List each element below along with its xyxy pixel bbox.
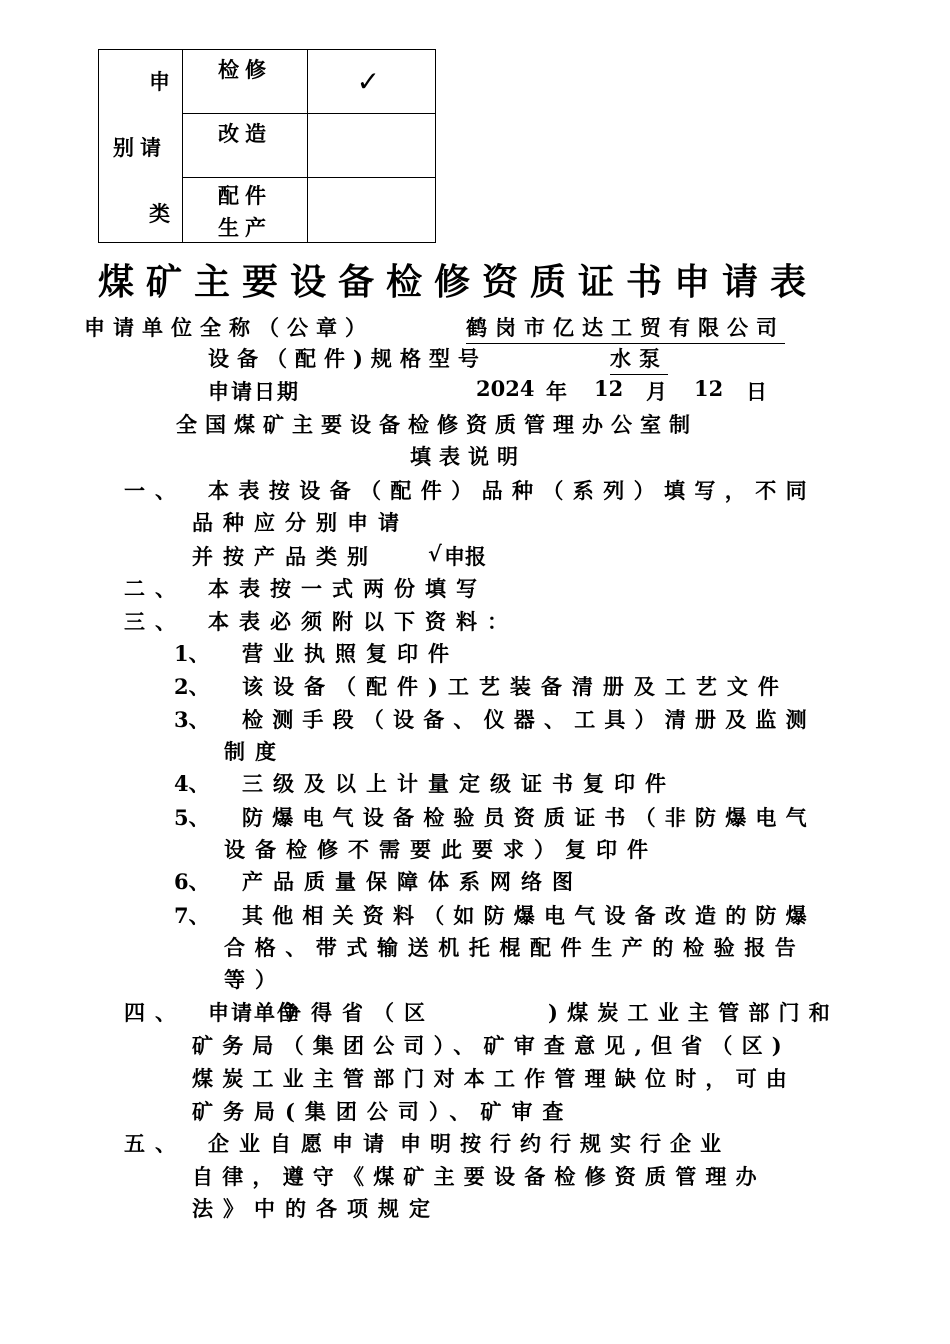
category-type-repair-text: 检修	[218, 57, 273, 82]
instruction-4-line-1a: 申请单位	[208, 1000, 300, 1025]
date-month-unit: 月	[646, 379, 667, 404]
spec-value[interactable]: 水泵	[610, 343, 668, 375]
date-year-unit: 年	[546, 379, 567, 404]
attachment-7-line-1: 其他相关资料（如防爆电气设备改造的防爆	[242, 903, 816, 928]
attachment-7-line-3: 等）	[224, 967, 286, 992]
spec-label: 设备（配件)规格型号	[208, 346, 487, 371]
date-month[interactable]: 12	[594, 376, 624, 401]
category-mark-parts[interactable]	[307, 178, 435, 243]
unit-label: 申请单位全称（公章）	[84, 315, 374, 340]
issuer-line: 全国煤矿主要设备检修资质管理办公室制	[176, 412, 698, 437]
instruction-4-line-2: 矿务局（集团公司）、矿审查意见,但省（区)	[192, 1033, 791, 1058]
instruction-4-line-3: 煤炭工业主管部门对本工作管理缺位时，可由	[192, 1066, 796, 1091]
instruction-4-line-1b: 争得省（区	[280, 1000, 435, 1025]
instruction-5-line-1a: 企业自愿申请	[208, 1131, 394, 1156]
instruction-1-line-3-tail: 申报	[444, 544, 486, 569]
category-type-parts-line2: 生产	[218, 215, 273, 240]
instruction-4-line-4: 矿务局(集团公司）、矿审查	[192, 1099, 574, 1124]
category-type-repair	[183, 50, 307, 114]
category-type-parts	[183, 178, 307, 243]
attachment-5-line-1: 防爆电气设备检验员资质证书（非防爆电气	[242, 805, 816, 830]
instruction-2-line-1: 本表按一式两份填写	[208, 576, 487, 601]
attachment-3-line-1: 检测手段（设备、仪器、工具）清册及监测	[242, 707, 816, 732]
date-day-unit: 日	[746, 379, 767, 404]
category-mark-modify[interactable]	[307, 114, 435, 178]
category-label-cell	[99, 50, 183, 243]
attachment-7-line-2: 合格、带式输送机托棍配件生产的检验报告	[224, 935, 806, 960]
category-label-1: 申	[149, 69, 176, 94]
application-category-table	[98, 49, 436, 243]
category-label-3: 类	[149, 201, 176, 226]
instruction-5-line-1b: 申明按行约行规实行企业	[400, 1131, 730, 1156]
category-label-2: 别请	[113, 135, 167, 160]
attachment-1: 营业执照复印件	[242, 641, 459, 666]
instruction-5-line-2: 自律，遵守《煤矿主要设备检修资质管理办	[192, 1164, 766, 1189]
unit-value[interactable]: 鹤岗市亿达工贸有限公司	[466, 312, 785, 344]
category-type-modify-text: 改造	[218, 121, 273, 146]
attachment-3-line-2: 制度	[224, 739, 286, 764]
instructions-title: 填表说明	[410, 444, 526, 469]
date-label: 申请日期	[208, 379, 300, 404]
category-type-parts-line1: 配件	[218, 183, 273, 208]
checkmark-icon: √	[428, 541, 442, 566]
attachment-2: 该设备（配件)工艺装备清册及工艺文件	[242, 674, 789, 699]
category-type-modify	[183, 114, 307, 178]
checkmark-icon: ✓	[356, 65, 387, 98]
attachment-4: 三级及以上计量定级证书复印件	[242, 771, 676, 796]
attachment-5-line-2: 设备检修不需要此要求）复印件	[224, 837, 658, 862]
attachment-6: 产品质量保障体系网络图	[242, 869, 583, 894]
category-mark-repair[interactable]	[307, 50, 435, 114]
date-year[interactable]: 2024	[476, 376, 535, 401]
instruction-3-line-1: 本表必须附以下资料：	[208, 609, 518, 634]
document-title: 煤矿主要设备检修资质证书申请表	[98, 261, 819, 303]
instruction-5-line-3: 法》中的各项规定	[192, 1196, 440, 1221]
instruction-1-line-2: 品种应分别申请	[192, 510, 409, 535]
date-day[interactable]: 12	[694, 376, 724, 401]
instruction-1-line-3: 并按产品类别	[192, 544, 378, 569]
instruction-4-line-1c: )煤炭工业主管部门和	[548, 1000, 839, 1025]
instruction-1-line-1: 本表按设备（配件）品种（系列）填写，不同	[208, 478, 816, 503]
